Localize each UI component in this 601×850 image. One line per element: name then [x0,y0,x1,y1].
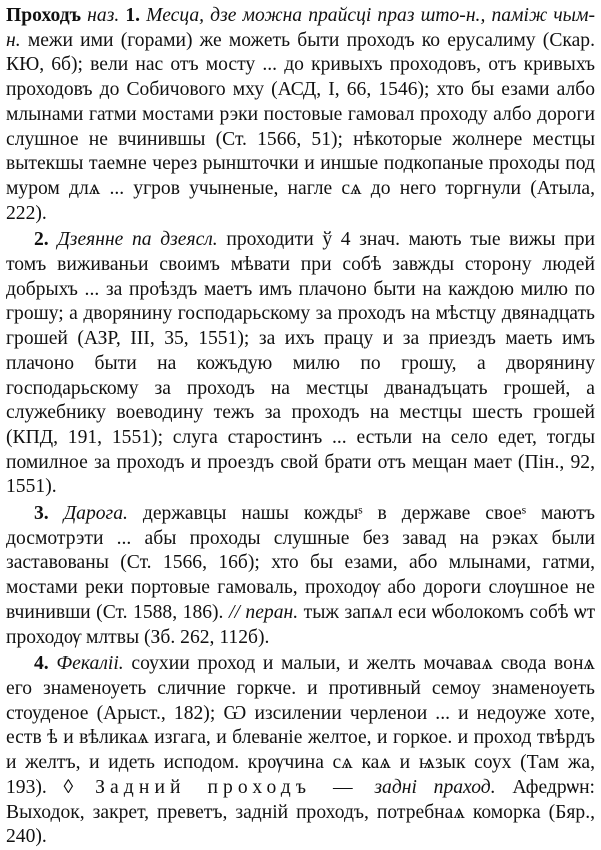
sense-3 [6,502,595,650]
phrase: Задний проходъ — [73,776,358,798]
sense-2 [6,228,595,500]
phrase-gloss: задні праход. [357,776,496,798]
sense-gloss: Дзеянне па дзеясл. [57,229,218,251]
sense-text: проходити ў 4 знач. [217,229,401,251]
sense-text: межи ими (горами) же можеть быти проходъ ко ерусалиму (Скар. КЮ, 6б); вели нас отъ мосту ... до кривыхъ проходовъ, отъ кривыхъ проходовъ до Собичового мху (АСД, I, 66, 1546); хто бы езами албо млынами гатми мостами рэки постовые гамовал проходу албо дороги слушное не вчинившы (Ст. 1566, 51); нѣкоторые жолнере местцы вытекшы таемне через рыншточки и иншые подкопаные проходы под муром длѧ ... угров учыненые, нагле сѧ до него торгнули (Атыла, 222). [6,29,595,224]
sense-text: соухии проход и малыи, и желть мочаваѧ свода вонѧ его знаменоуеть сличние горкче. и противный семоу знаменоуеть стоуденое (Арыст., 182); Ѡ изсилении черленои ... и недоуже хоте, еств ѣ и вѣликаѧ изгага, и блеванie желтое, и горкое. и проход твѣрдъ и желтъ, и идеть исподом. крѹчина сѧ каѧ и ѩзык соух (Там жа, 193). ◊ [6,653,595,798]
sense-1 [6,4,595,226]
sense-number: 2. [34,229,49,251]
sense-gloss: Месца, дзе можна прайсці праз што-н., паміж чым-н. [6,5,595,51]
part-of-speech: наз. [81,5,120,26]
sense-number: 4. [34,653,49,675]
sense-4 [6,652,595,850]
sense-number: 3. [34,503,49,525]
sense-number: 1. [125,5,141,26]
sense-text: Афедрѡн: Выходок, закрет, преветъ, задній проходъ, потребнаѧ коморка (Бяр., 240). [6,776,595,848]
sense-gloss: Дарога. [63,503,128,525]
sense-text: мають тые вижы при томъ виживаньи своимъ мѣвати при собѣ завжды сторону людей добрыхъ ... за проѣздъ маетъ имъ плачоно быти на каждою милю по грошу; а дворянину господарьскому за проходъ на мѣстцу двянадцать грошей (АЗР, III, 35, 1551); за ихъ працу и за приездъ маеть имъ плачоно быти на кожъдую милю по грошу, а дворянину господарьскому за проходъ на местцы дванадъцать грошей, а служебнику воеводину тежъ за проходъ на местцы шесть грошей (КПД, 191, 1551); слуга старостинъ ... естьли на село едет, тогды помилное за проходъ и проездъ свой брати отъ мещан мает (Пін., 92, 1551). [6,229,595,498]
headword: Проходъ [6,5,82,26]
sense-gloss: Фекаліі. [56,653,124,675]
figurative-marker: // перан. [223,601,299,623]
sense-text: державцы нашы кождыˢ в державе своеˢ маютъ досмотрэти ... абы проходы слушные без завад на рэках были заставованы (Ст. 1566, 16б); хто бы езами, або млынами, гатми, мостами реки портовые гамоваль, проходѹ або дороги слѹшное не вчинивши (Ст. 1588, 186). [6,503,595,623]
sense-text: тыж запѧл еси ѡболокомъ собѣ ѡт проходѹ млтвы (Зб. 262, 112б). [6,601,596,648]
